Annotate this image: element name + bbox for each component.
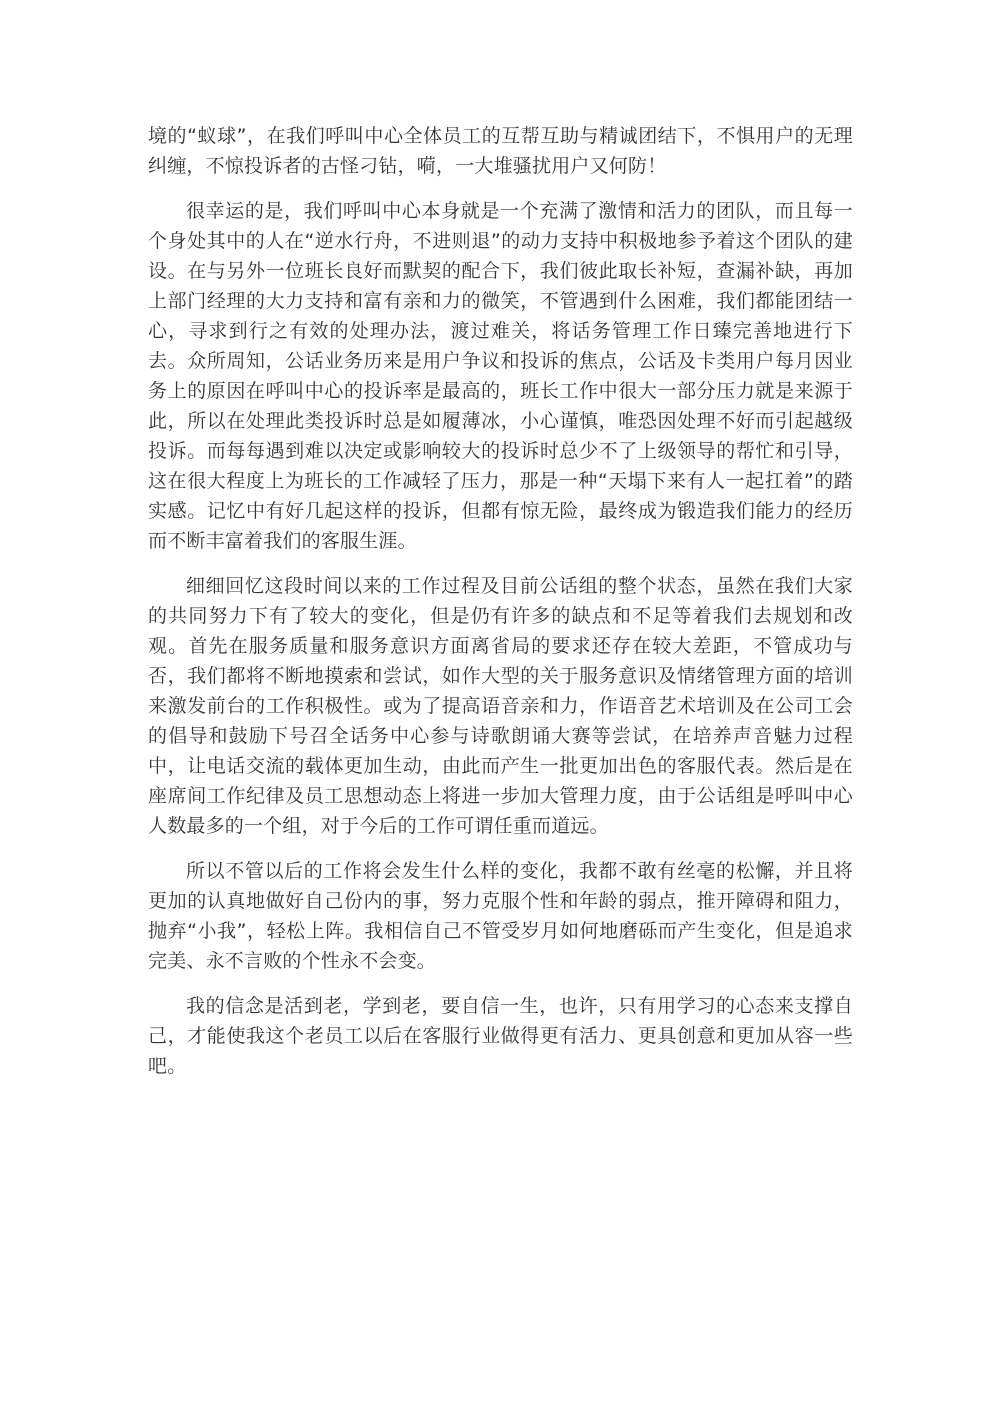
paragraph-1: 境的“蚁球”，在我们呼叫中心全体员工的互帮互助与精诚团结下，不惧用户的无理纠缠，不惊投诉者的古怪刁钻，嗬，一大堆骚扰用户又何防！ — [148, 125, 853, 177]
document-body — [148, 121, 853, 1096]
paragraph-2: 很幸运的是，我们呼叫中心本身就是一个充满了激情和活力的团队，而且每一个身处其中的人在“逆水行舟，不进则退”的动力支持中积极地参予着这个团队的建设。在与另外一位班长良好而默契的配合下，我们彼此取长补短，查漏补缺，再加上部门经理的大力支持和富有亲和力的微笑，不管遇到什么困难，我们都能团结一心，寻求到行之有效的处理办法，渡过难关，将话务管理工作日臻完善地进行下去。众所周知，公话业务历来是用户争议和投诉的焦点，公话及卡类用户每月因业务上的原因在呼叫中心的投诉率是最高的，班长工作中很大一部分压力就是来源于此，所以在处理此类投诉时总是如履薄冰，小心谨慎，唯恐因处理不好而引起越级投诉。而每每遇到难以决定或影响较大的投诉时总少不了上级领导的帮忙和引导，这在很大程度上为班长的工作减轻了压力，那是一种“天塌下来有人一起扛着”的踏实感。记忆中有好几起这样的投诉，但都有惊无险，最终成为锻造我们能力的经历而不断丰富着我们的客服生涯。 — [148, 200, 853, 552]
paragraph-3: 细细回忆这段时间以来的工作过程及目前公话组的整个状态，虽然在我们大家的共同努力下有了较大的变化，但是仍有许多的缺点和不足等着我们去规划和改观。首先在服务质量和服务意识方面离省局的要求还存在较大差距，不管成功与否，我们都将不断地摸索和尝试，如作大型的关于服务意识及情绪管理方面的培训来激发前台的工作积极性。或为了提高语音亲和力，作语音艺术培训及在公司工会的倡导和鼓励下号召全话务中心参与诗歌朗诵大赛等尝试，在培养声音魅力过程中，让电话交流的载体更加生动，由此而产生一批更加出色的客服代表。然后是在座席间工作纪律及员工思想动态上将进一步加大管理力度，由于公话组是呼叫中心人数最多的一个组，对于今后的工作可谓任重而道远。 — [148, 575, 853, 837]
paragraph-4: 所以不管以后的工作将会发生什么样的变化，我都不敢有丝毫的松懈，并且将更加的认真地做好自己份内的事，努力克服个性和年龄的弱点，推开障碍和阻力，抛弃“小我”，轻松上阵。我相信自己不管受岁月如何地磨砾而产生变化，但是追求完美、永不言败的个性永不会变。 — [148, 860, 853, 972]
paragraph-5: 我的信念是活到老，学到老，要自信一生，也许，只有用学习的心态来支撑自己，才能使我这个老员工以后在客服行业做得更有活力、更具创意和更加从容一些吧。 — [148, 995, 853, 1077]
